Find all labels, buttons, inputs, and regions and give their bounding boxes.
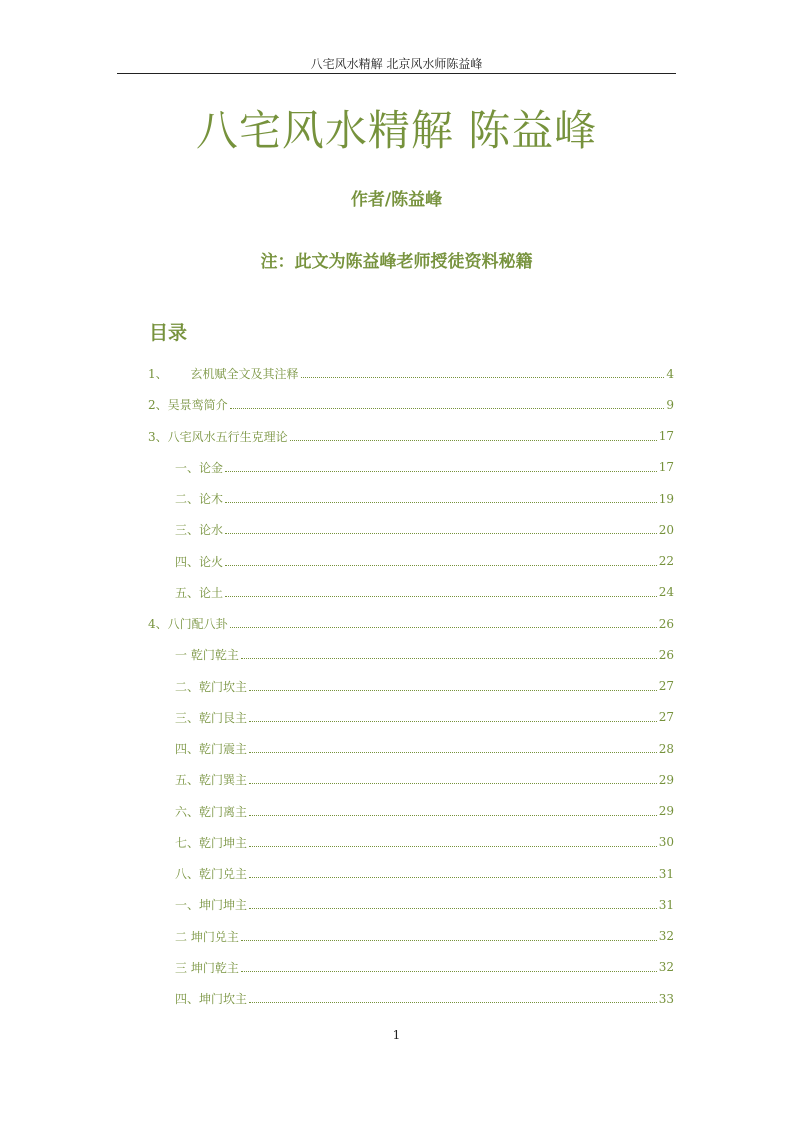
toc-entry-page: 31 (658, 866, 674, 881)
toc-entry-page: 33 (658, 991, 674, 1006)
toc-entry-label: 六、乾门离主 (175, 804, 248, 819)
toc-entry-page: 22 (658, 554, 674, 569)
toc-entry-label: 1、 玄机赋全文及其注释 (148, 367, 299, 382)
toc-entry-page: 26 (658, 647, 674, 662)
toc-entry[interactable] (148, 858, 674, 889)
toc-entry-label: 五、论土 (175, 585, 224, 600)
toc-leader-dots (301, 377, 665, 378)
toc-entry[interactable] (148, 983, 674, 1014)
toc-leader-dots (225, 471, 657, 472)
toc-leader-dots (225, 565, 657, 566)
toc-entry[interactable] (148, 639, 674, 670)
toc-entry-label: 3、八宅风水五行生克理论 (148, 429, 288, 444)
toc-entry-page: 32 (658, 960, 674, 975)
note-line: 注：此文为陈益峰老师授徒资料秘籍 (260, 252, 533, 272)
page-number: 1 (392, 1028, 401, 1042)
toc-entry-label: 四、论火 (175, 554, 224, 569)
toc-entry[interactable] (148, 764, 674, 795)
toc-entry-page: 28 (658, 741, 674, 756)
toc-leader-dots (249, 752, 657, 753)
toc-entry-label: 五、乾门巽主 (175, 773, 248, 788)
toc-entry[interactable] (148, 608, 674, 639)
table-of-contents (148, 358, 674, 1014)
toc-entry-label: 二 坤门兑主 (175, 929, 239, 944)
toc-entry-page: 27 (658, 679, 674, 694)
toc-leader-dots (225, 502, 657, 503)
toc-entry-page: 24 (658, 585, 674, 600)
toc-entry-label: 一、坤门坤主 (175, 898, 248, 913)
toc-leader-dots (249, 877, 657, 878)
toc-entry-page: 20 (658, 522, 674, 537)
toc-leader-dots (290, 440, 657, 441)
toc-entry[interactable] (148, 577, 674, 608)
toc-entry[interactable] (148, 733, 674, 764)
toc-leader-dots (249, 908, 657, 909)
toc-entry[interactable] (148, 483, 674, 514)
toc-entry-label: 八、乾门兑主 (175, 867, 248, 882)
toc-leader-dots (225, 596, 657, 597)
toc-entry-label: 三、论水 (175, 523, 224, 538)
toc-entry-label: 一、论金 (175, 460, 224, 475)
toc-entry[interactable] (148, 827, 674, 858)
toc-entry-page: 17 (658, 460, 674, 475)
toc-entry-label: 七、乾门坤主 (175, 835, 248, 850)
toc-entry-label: 4、八门配八卦 (148, 617, 228, 632)
toc-entry[interactable] (148, 452, 674, 483)
toc-heading: 目录 (149, 322, 188, 344)
toc-entry[interactable] (148, 514, 674, 545)
toc-leader-dots (230, 627, 657, 628)
toc-entry-page: 19 (658, 491, 674, 506)
toc-leader-dots (249, 846, 657, 847)
toc-leader-dots (241, 658, 657, 659)
toc-entry-page: 17 (658, 429, 674, 444)
toc-entry[interactable] (148, 889, 674, 920)
toc-entry-label: 一 乾门乾主 (175, 648, 239, 663)
toc-entry-page: 27 (658, 710, 674, 725)
toc-entry-page: 29 (658, 804, 674, 819)
toc-entry[interactable] (148, 796, 674, 827)
toc-entry[interactable] (148, 921, 674, 952)
toc-entry[interactable] (148, 546, 674, 577)
toc-entry[interactable] (148, 702, 674, 733)
toc-leader-dots (249, 721, 657, 722)
toc-entry-page: 31 (658, 897, 674, 912)
toc-entry-page: 30 (658, 835, 674, 850)
toc-leader-dots (241, 940, 657, 941)
toc-leader-dots (241, 971, 657, 972)
toc-leader-dots (225, 533, 657, 534)
toc-entry-label: 二、乾门坎主 (175, 679, 248, 694)
toc-leader-dots (230, 408, 665, 409)
toc-entry-label: 四、坤门坎主 (175, 992, 248, 1007)
toc-entry[interactable] (148, 671, 674, 702)
running-header: 八宅风水精解 北京风水师陈益峰 (310, 57, 483, 71)
toc-entry-label: 2、吴景鸾简介 (148, 398, 228, 413)
toc-leader-dots (249, 783, 657, 784)
toc-leader-dots (249, 815, 657, 816)
toc-entry-label: 三 坤门乾主 (175, 960, 239, 975)
toc-entry-page: 32 (658, 929, 674, 944)
toc-entry-label: 四、乾门震主 (175, 742, 248, 757)
toc-entry-page: 29 (658, 772, 674, 787)
toc-entry-label: 三、乾门艮主 (175, 710, 248, 725)
toc-entry[interactable] (148, 389, 674, 420)
toc-entry[interactable] (148, 358, 674, 389)
toc-leader-dots (249, 690, 657, 691)
toc-entry[interactable] (148, 952, 674, 983)
toc-entry-page: 9 (666, 397, 674, 412)
toc-entry-page: 4 (666, 366, 674, 381)
header-divider (117, 73, 676, 74)
toc-entry-page: 26 (658, 616, 674, 631)
toc-entry[interactable] (148, 421, 674, 452)
document-title: 八宅风水精解 陈益峰 (195, 106, 598, 155)
toc-leader-dots (249, 1002, 657, 1003)
toc-entry-label: 二、论木 (175, 492, 224, 507)
author-line: 作者/陈益峰 (350, 190, 443, 210)
